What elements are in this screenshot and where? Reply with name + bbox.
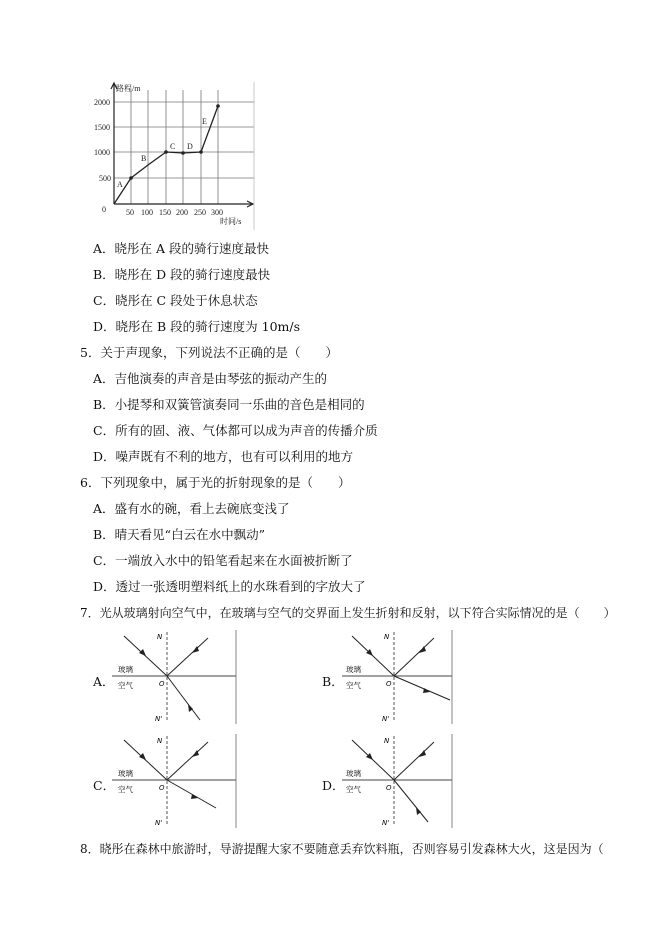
q7-diagram-b xyxy=(342,630,482,726)
q6-stem: 6．下列现象中，属于光的折射现象的是（ ） xyxy=(80,475,351,490)
normal-label: N' xyxy=(382,715,390,723)
medium-glass-label: 玻璃 xyxy=(346,769,361,778)
normal-label: N xyxy=(384,737,390,745)
medium-air-label: 空气 xyxy=(118,681,133,690)
normal-label: N xyxy=(157,737,163,745)
segment-label: A xyxy=(117,180,123,189)
q7-diagram-d xyxy=(342,734,482,830)
x-tick: 50 xyxy=(126,208,134,217)
q7-option-d-letter: D． xyxy=(322,778,345,793)
normal-label: N xyxy=(384,633,390,641)
point-label: O xyxy=(159,680,165,688)
q5-option-b: B．小提琴和双簧管演奏同一乐曲的音色是相同的 xyxy=(93,397,365,412)
q5-option-c: C．所有的固、液、气体都可以成为声音的传播介质 xyxy=(93,423,378,438)
q6-option-c: C．一端放入水中的铅笔看起来在水面被折断了 xyxy=(93,553,353,568)
x-tick: 150 xyxy=(159,208,171,217)
x-tick: 200 xyxy=(176,208,188,217)
q7-stem: 7．光从玻璃射向空气中，在玻璃与空气的交界面上发生折射和反射，以下符合实际情况的是（ ） xyxy=(80,606,616,620)
q7-option-c-letter: C． xyxy=(93,778,116,793)
distance-time-graph xyxy=(86,78,258,236)
medium-air-label: 空气 xyxy=(118,785,133,794)
q7-diagram-c xyxy=(112,734,252,830)
point-label: O xyxy=(159,784,165,792)
x-tick: 100 xyxy=(141,208,153,217)
x-tick: 300 xyxy=(211,208,223,217)
y-axis-label: 路程/m xyxy=(116,84,141,93)
q4-option-a: A．晓彤在 A 段的骑行速度最快 xyxy=(93,241,270,256)
segment-label: E xyxy=(202,117,207,126)
x-tick: 250 xyxy=(194,208,206,217)
graph-svg xyxy=(86,78,258,236)
origin-label: 0 xyxy=(102,205,106,214)
q7-option-a-letter: A． xyxy=(93,674,115,689)
segment-label: D xyxy=(187,142,193,151)
q6-option-a: A．盛有水的碗，看上去碗底变浅了 xyxy=(93,501,290,516)
medium-glass-label: 玻璃 xyxy=(118,769,133,778)
y-tick: 1000 xyxy=(94,148,110,157)
q7-option-b-letter: B． xyxy=(322,674,344,689)
medium-air-label: 空气 xyxy=(346,785,361,794)
q5-option-d: D．噪声既有不利的地方，也有可以利用的地方 xyxy=(93,449,354,464)
normal-label: N' xyxy=(382,819,390,827)
medium-glass-label: 玻璃 xyxy=(118,665,133,674)
q6-option-d: D．透过一张透明塑料纸上的水珠看到的字放大了 xyxy=(93,579,366,594)
normal-label: N xyxy=(157,633,163,641)
normal-label: N' xyxy=(155,819,163,827)
q4-option-b: B．晓彤在 D 段的骑行速度最快 xyxy=(93,267,271,282)
segment-label: C xyxy=(170,142,176,151)
q4-option-d: D．晓彤在 B 段的骑行速度为 10m/s xyxy=(93,319,301,334)
q8-stem: 8．晓彤在森林中旅游时，导游提醒大家不要随意丢弃饮料瓶，否则容易引发森林大火，这是因为（ xyxy=(80,842,604,856)
q5-option-a: A．吉他演奏的声音是由琴弦的振动产生的 xyxy=(93,371,328,386)
y-tick: 500 xyxy=(99,174,111,183)
q4-option-c: C．晓彤在 C 段处于休息状态 xyxy=(93,293,258,308)
x-axis-label: 时间/s xyxy=(220,217,242,226)
medium-air-label: 空气 xyxy=(346,681,361,690)
y-tick: 1500 xyxy=(94,123,110,132)
q6-option-b: B．晴天看见“白云在水中飘动” xyxy=(93,527,265,542)
normal-label: N' xyxy=(155,715,163,723)
q5-stem: 5．关于声现象，下列说法不正确的是（ ） xyxy=(80,345,338,360)
q7-diagram-a xyxy=(112,630,252,726)
segment-label: B xyxy=(141,154,147,163)
point-label: O xyxy=(386,680,392,688)
medium-glass-label: 玻璃 xyxy=(346,665,361,674)
y-tick: 2000 xyxy=(94,98,110,107)
point-label: O xyxy=(386,784,392,792)
